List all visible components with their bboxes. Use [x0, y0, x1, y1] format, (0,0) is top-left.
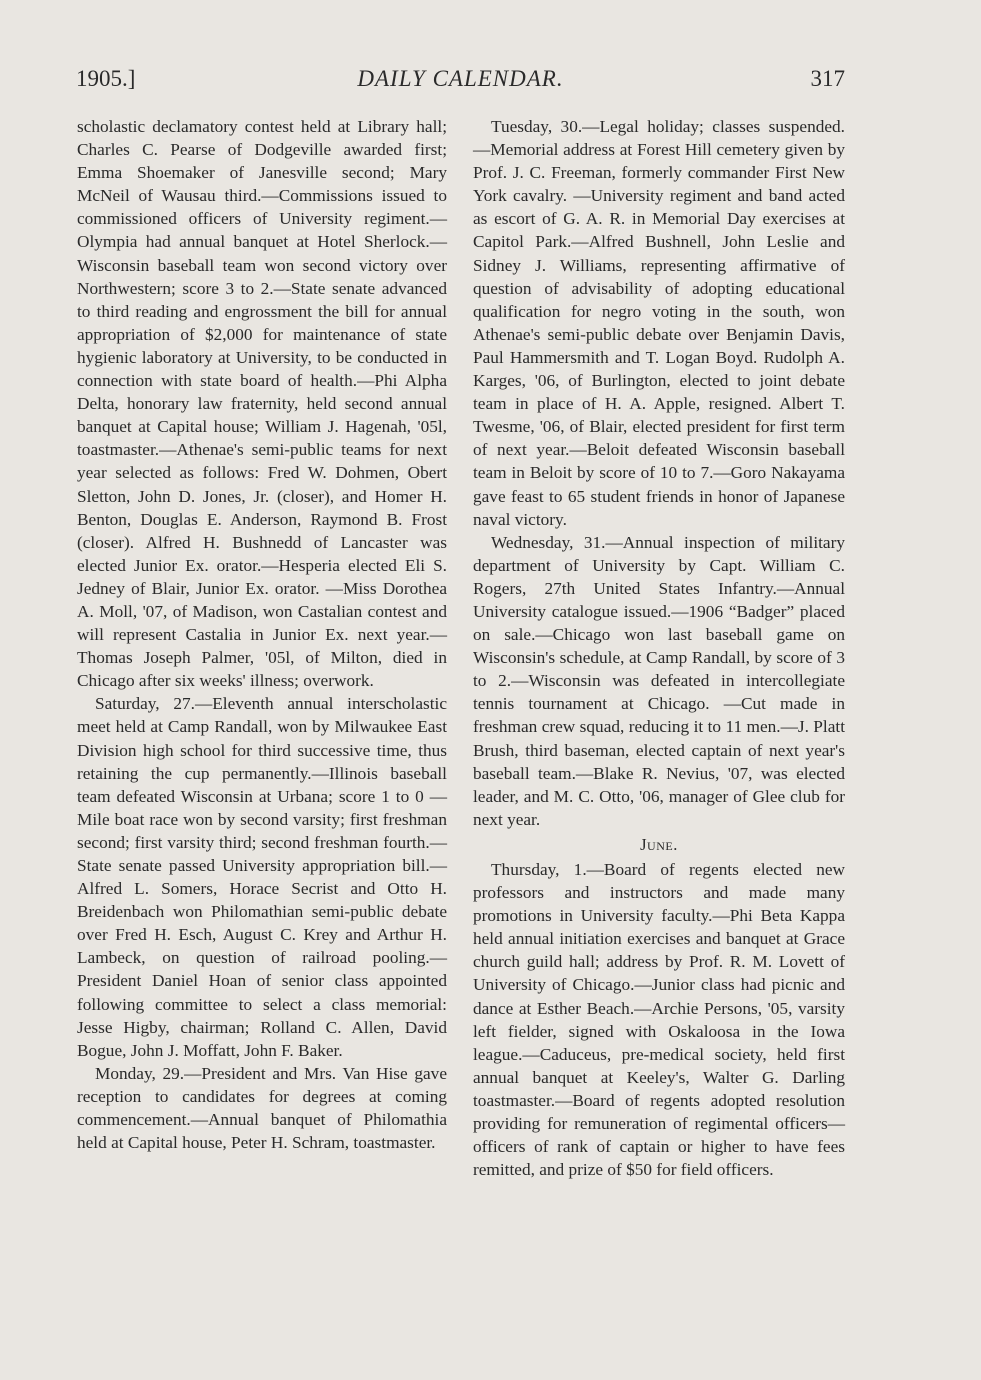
header-title: DAILY CALENDAR. — [357, 66, 564, 91]
right-column — [473, 115, 845, 1181]
header-year: 1905.] — [76, 66, 136, 91]
left-paragraph-1: scholastic declamatory contest held at Library hall; Charles C. Pearse of Dodgeville awarded first; Emma Shoemaker of Janesville second; Mary McNeil of Wausau third.—Commissions issued to commissioned officers of University regiment.—Olympia had annual banquet at Hotel Sherlock.—Wisconsin baseball team won second victory over Northwestern; score 3 to 2.—State senate advanced to third reading and engrossment the bill for annual appropriation of $2,000 for maintenance of state hygienic laboratory at University, to be conducted in connection with state board of health.—Phi Alpha Delta, honorary law fraternity, held second annual banquet at Capital house; William J. Hagenah, '05l, toastmaster.—Athenae's semi-public teams for next year selected as follows: Fred W. Dohmen, Obert Sletton, John D. Jones, Jr. (closer), and Homer H. Benton, Douglas E. Anderson, Raymond B. Frost (closer). Alfred H. Bushnedd of Lancaster was elected Junior Ex. orator.—Hesperia elected Eli S. Jedney of Blair, Junior Ex. orator. —Miss Dorothea A. Moll, '07, of Madison, won Castalian contest and will represent Castalia in Junior Ex. next year.—Thomas Joseph Palmer, '05l, of Milton, died in Chicago after six weeks' illness; overwork. — [77, 117, 447, 691]
right-paragraph-tuesday: Tuesday, 30.—Legal holiday; classes suspended.—Memorial address at Forest Hill cemetery given by Prof. J. C. Freeman, formerly commander First New York cavalry. —University regiment and band acted as escort of G. A. R. in Memorial Day exercises at Capitol Park.—Alfred Bushnell, John Leslie and Sidney J. Williams, representing affirmative of question of advisability of adopting educational qualification for negro voting in the south, won Athenae's semi-public debate over Benjamin Davis, Paul Hammersmith and T. Logan Boyd. Rudolph A. Karges, '06, of Burlington, elected to joint debate team in place of H. A. Apple, resigned. Albert T. Twesme, '06, of Blair, elected president for first term of next year.—Beloit defeated Wisconsin baseball team in Beloit by score of 10 to 7.—Goro Nakayama gave feast to 65 student friends in honor of Japanese naval victory. — [473, 117, 845, 529]
page-number: 317 — [810, 66, 845, 91]
section-heading-june: June. — [640, 834, 678, 854]
left-column — [77, 115, 447, 1154]
right-paragraph-thursday: Thursday, 1.—Board of regents elected new professors and instructors and made many promotions in University faculty.—Phi Beta Kappa held annual initiation exercises and banquet at Grace church guild hall; address by Prof. R. M. Lovett of University of Chicago.—Junior class had picnic and dance at Esther Beach.—Archie Persons, '05, varsity left fielder, signed with Oskaloosa in the Iowa league.—Caduceus, pre-medical society, held first annual banquet at Keeley's, Walter G. Darling toastmaster.—Board of regents adopted resolution providing for remuneration of regimental officers—officers of rank of captain or higher to have fees remitted, and prize of $50 for field officers. — [473, 860, 845, 1180]
running-header — [76, 66, 845, 102]
right-paragraph-wednesday: Wednesday, 31.—Annual inspection of military department of University by Capt. William C. Rogers, 27th United States Infantry.—Annual University catalogue issued.—1906 “Badger” placed on sale.—Chicago won last baseball game on Wisconsin's schedule, at Camp Randall, by score of 3 to 2.—Wisconsin was defeated in intercollegiate tennis tournament at Chicago. —Cut made in freshman crew squad, reducing it to 11 men.—J. Platt Brush, third baseman, elected captain of next year's baseball team.—Blake R. Nevius, '07, was elected leader, and M. C. Otto, '06, manager of Glee club for next year. — [473, 532, 845, 829]
left-paragraph-saturday: Saturday, 27.—Eleventh annual interscholastic meet held at Camp Randall, won by Milwaukee East Division high school for third successive time, thus retaining the cup permanently.—Illinois baseball team defeated Wisconsin at Urbana; score 1 to 0 —Mile boat race won by second varsity; first freshman second; first varsity third; second freshman fourth.—State senate passed University appropriation bill.—Alfred L. Somers, Horace Secrist and Otto H. Breidenbach won Philomathian semi-public debate over Fred H. Esch, August C. Krey and Arthur H. Lambeck, on question of railroad pooling.—President Daniel Hoan of senior class appointed following committee to select a class memorial: Jesse Higby, chairman; Rolland C. Allen, David Bogue, John J. Moffatt, John F. Baker. — [77, 694, 447, 1060]
left-paragraph-monday: Monday, 29.—President and Mrs. Van Hise gave reception to candidates for degrees at coming commencement.—Annual banquet of Philomathia held at Capital house, Peter H. Schram, toastmaster. — [77, 1063, 447, 1153]
